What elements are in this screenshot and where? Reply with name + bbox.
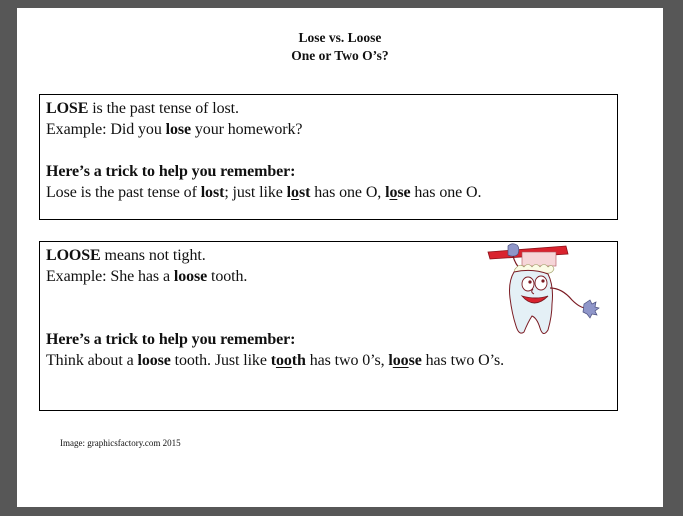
example-suffix: tooth.: [207, 268, 248, 285]
page-title: Lose vs. Loose: [298, 30, 382, 45]
loose-keyword: LOOSE: [46, 247, 101, 264]
image-credit: Image: graphicsfactory.com 2015: [60, 438, 181, 448]
lose-trick-heading: [46, 162, 295, 182]
trick-word-lost: lost: [286, 184, 311, 201]
example-keyword: lose: [165, 121, 191, 138]
page-subtitle: One or Two O’s?: [291, 48, 389, 63]
underlined-o: o: [291, 184, 299, 201]
lose-keyword: LOSE: [46, 100, 89, 117]
loose-definition-line: [46, 246, 206, 266]
example-prefix: Example: She has a: [46, 268, 174, 285]
loose-definition-box: [39, 241, 618, 411]
trick-text: Lose is the past tense of: [46, 184, 201, 201]
lose-definition-box: [39, 94, 618, 220]
trick-text: has two 0’s,: [305, 352, 389, 369]
trick-text: has one O.: [410, 184, 482, 201]
underlined-o: o: [389, 184, 398, 201]
lose-trick-line: [46, 183, 481, 203]
loose-definition-text: means not tight.: [100, 247, 206, 264]
loose-trick-line: [46, 351, 504, 371]
lose-example-line: [46, 120, 302, 140]
trick-word-lose: lose: [385, 184, 411, 201]
trick-text: tooth. Just like: [170, 352, 271, 369]
trick-word-tooth: tooth: [270, 352, 306, 369]
document-page: [17, 8, 663, 507]
example-suffix: your homework?: [191, 121, 303, 138]
trick-word-loose: loose: [388, 352, 422, 369]
trick-text: has one O,: [310, 184, 386, 201]
trick-text: has two O’s.: [421, 352, 504, 369]
trick-heading-text: Here’s a trick to help you remember:: [46, 163, 296, 180]
lose-definition-text: is the past tense of lost.: [88, 100, 239, 117]
example-prefix: Example: Did you: [46, 121, 166, 138]
trick-heading-text: Here’s a trick to help you remember:: [46, 331, 296, 348]
loose-trick-heading: [46, 330, 295, 350]
trick-keyword: loose: [137, 352, 171, 369]
underlined-oo: oo: [392, 352, 409, 369]
trick-text: ; just like: [224, 184, 287, 201]
trick-keyword: lost: [200, 184, 225, 201]
lose-definition-line: [46, 99, 239, 119]
example-keyword: loose: [173, 268, 208, 285]
underlined-oo: oo: [275, 352, 292, 369]
trick-text: Think about a: [46, 352, 138, 369]
loose-example-line: [46, 267, 247, 287]
tooth-cartoon-icon: [484, 242, 616, 340]
